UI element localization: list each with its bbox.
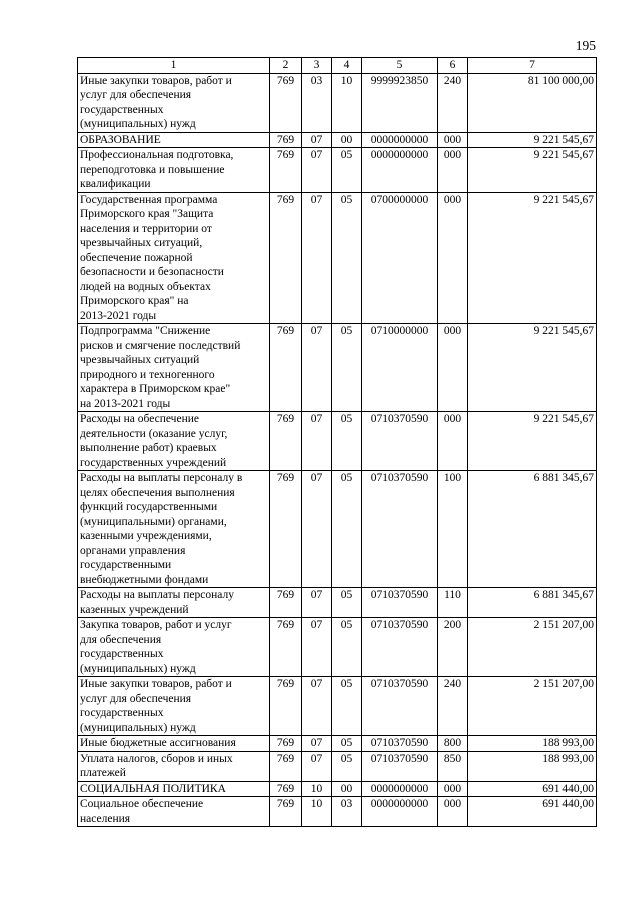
grbs-code-cell: 769 <box>270 677 302 736</box>
name-cell: Профессиональная подготовка, переподготовка и повышение квалификации <box>78 148 270 193</box>
amount-cell: 6 881 345,67 <box>468 471 597 588</box>
expense-type-cell: 000 <box>438 781 468 797</box>
grbs-code-cell: 769 <box>270 73 302 132</box>
expense-type-cell: 000 <box>438 797 468 827</box>
section-code-cell: 07 <box>302 471 332 588</box>
subsection-code-cell: 00 <box>332 781 362 797</box>
name-cell: Подпрограмма "Снижение рисков и смягчение последствий чрезвычайных ситуаций природного и техногенного характера в Приморском крае" на 2013-2021 годы <box>78 324 270 412</box>
section-code-cell: 07 <box>302 324 332 412</box>
expense-type-cell: 100 <box>438 471 468 588</box>
section-code-cell: 07 <box>302 736 332 752</box>
subsection-code-cell: 05 <box>332 588 362 618</box>
table-row <box>78 148 597 193</box>
subsection-code-cell: 05 <box>332 736 362 752</box>
grbs-code-cell: 769 <box>270 471 302 588</box>
amount-cell: 9 221 545,67 <box>468 132 597 148</box>
table-row <box>78 588 597 618</box>
expense-type-cell: 240 <box>438 677 468 736</box>
expense-type-cell: 800 <box>438 736 468 752</box>
expense-type-cell: 240 <box>438 73 468 132</box>
section-code-cell: 07 <box>302 148 332 193</box>
name-cell: Расходы на выплаты персоналу в целях обеспечения выполнения функций государственными (муниципальными) органами, казенными учреждениями, органами управления государственными внебюджетными фондами <box>78 471 270 588</box>
grbs-code-cell: 769 <box>270 781 302 797</box>
grbs-code-cell: 769 <box>270 797 302 827</box>
grbs-code-cell: 769 <box>270 148 302 193</box>
name-cell: Социальное обеспечение населения <box>78 797 270 827</box>
budget-table <box>77 57 597 827</box>
table-row <box>78 132 597 148</box>
amount-cell: 9 221 545,67 <box>468 412 597 471</box>
section-code-cell: 10 <box>302 781 332 797</box>
table-row <box>78 781 597 797</box>
expense-type-cell: 000 <box>438 148 468 193</box>
grbs-code-cell: 769 <box>270 751 302 781</box>
section-code-cell: 07 <box>302 588 332 618</box>
table-row <box>78 324 597 412</box>
target-article-cell: 9999923850 <box>362 73 438 132</box>
expense-type-cell: 000 <box>438 132 468 148</box>
grbs-code-cell: 769 <box>270 618 302 677</box>
name-cell: Закупка товаров, работ и услуг для обеспечения государственных (муниципальных) нужд <box>78 618 270 677</box>
table-row <box>78 751 597 781</box>
table-row <box>78 618 597 677</box>
subsection-code-cell: 10 <box>332 73 362 132</box>
amount-cell: 6 881 345,67 <box>468 588 597 618</box>
amount-cell: 691 440,00 <box>468 797 597 827</box>
header-cell-csr: 5 <box>362 58 438 74</box>
grbs-code-cell: 769 <box>270 132 302 148</box>
name-cell: Уплата налогов, сборов и иных платежей <box>78 751 270 781</box>
expense-type-cell: 000 <box>438 324 468 412</box>
section-code-cell: 03 <box>302 73 332 132</box>
amount-cell: 9 221 545,67 <box>468 192 597 324</box>
name-cell: Иные закупки товаров, работ и услуг для обеспечения государственных (муниципальных) нужд <box>78 677 270 736</box>
subsection-code-cell: 03 <box>332 797 362 827</box>
section-code-cell: 07 <box>302 132 332 148</box>
table-row <box>78 797 597 827</box>
target-article-cell: 0710370590 <box>362 471 438 588</box>
subsection-code-cell: 05 <box>332 618 362 677</box>
target-article-cell: 0710370590 <box>362 751 438 781</box>
name-cell: Расходы на обеспечение деятельности (оказание услуг, выполнение работ) краевых государственных учреждений <box>78 412 270 471</box>
name-cell: Расходы на выплаты персоналу казенных учреждений <box>78 588 270 618</box>
subsection-code-cell: 05 <box>332 751 362 781</box>
target-article-cell: 0710370590 <box>362 618 438 677</box>
header-cell-gr: 2 <box>270 58 302 74</box>
expense-type-cell: 200 <box>438 618 468 677</box>
section-code-cell: 07 <box>302 192 332 324</box>
grbs-code-cell: 769 <box>270 588 302 618</box>
table-row <box>78 192 597 324</box>
amount-cell: 2 151 207,00 <box>468 618 597 677</box>
header-cell-vr: 6 <box>438 58 468 74</box>
section-code-cell: 10 <box>302 797 332 827</box>
amount-cell: 81 100 000,00 <box>468 73 597 132</box>
subsection-code-cell: 05 <box>332 471 362 588</box>
name-cell: СОЦИАЛЬНАЯ ПОЛИТИКА <box>78 781 270 797</box>
subsection-code-cell: 05 <box>332 148 362 193</box>
target-article-cell: 0000000000 <box>362 148 438 193</box>
name-cell: Иные закупки товаров, работ и услуг для обеспечения государственных (муниципальных) нужд <box>78 73 270 132</box>
target-article-cell: 0710370590 <box>362 412 438 471</box>
table-row <box>78 677 597 736</box>
table-row <box>78 412 597 471</box>
expense-type-cell: 000 <box>438 192 468 324</box>
header-row <box>78 58 597 74</box>
amount-cell: 188 993,00 <box>468 751 597 781</box>
amount-cell: 691 440,00 <box>468 781 597 797</box>
table-row <box>78 471 597 588</box>
target-article-cell: 0710000000 <box>362 324 438 412</box>
section-code-cell: 07 <box>302 618 332 677</box>
subsection-code-cell: 05 <box>332 192 362 324</box>
grbs-code-cell: 769 <box>270 192 302 324</box>
page-number: 195 <box>575 38 596 53</box>
name-cell: Государственная программа Приморского края "Защита населения и территории от чрезвычайных ситуаций, обеспечение пожарной безопасности и безопасности людей на водных объектах Приморского края" на 2013-2021 годы <box>78 192 270 324</box>
subsection-code-cell: 05 <box>332 324 362 412</box>
grbs-code-cell: 769 <box>270 736 302 752</box>
target-article-cell: 0000000000 <box>362 797 438 827</box>
header-cell-rz: 3 <box>302 58 332 74</box>
grbs-code-cell: 769 <box>270 324 302 412</box>
section-code-cell: 07 <box>302 677 332 736</box>
target-article-cell: 0000000000 <box>362 132 438 148</box>
subsection-code-cell: 00 <box>332 132 362 148</box>
expense-type-cell: 110 <box>438 588 468 618</box>
target-article-cell: 0000000000 <box>362 781 438 797</box>
section-code-cell: 07 <box>302 751 332 781</box>
section-code-cell: 07 <box>302 412 332 471</box>
target-article-cell: 0710370590 <box>362 588 438 618</box>
header-cell-name: 1 <box>78 58 270 74</box>
header-cell-pr: 4 <box>332 58 362 74</box>
grbs-code-cell: 769 <box>270 412 302 471</box>
amount-cell: 188 993,00 <box>468 736 597 752</box>
target-article-cell: 0710370590 <box>362 736 438 752</box>
target-article-cell: 0710370590 <box>362 677 438 736</box>
name-cell: Иные бюджетные ассигнования <box>78 736 270 752</box>
subsection-code-cell: 05 <box>332 677 362 736</box>
target-article-cell: 0700000000 <box>362 192 438 324</box>
amount-cell: 9 221 545,67 <box>468 148 597 193</box>
amount-cell: 2 151 207,00 <box>468 677 597 736</box>
expense-type-cell: 850 <box>438 751 468 781</box>
table-row <box>78 736 597 752</box>
expense-type-cell: 000 <box>438 412 468 471</box>
amount-cell: 9 221 545,67 <box>468 324 597 412</box>
table-row <box>78 73 597 132</box>
table-body <box>78 73 597 827</box>
name-cell: ОБРАЗОВАНИЕ <box>78 132 270 148</box>
subsection-code-cell: 05 <box>332 412 362 471</box>
header-cell-amount: 7 <box>468 58 597 74</box>
